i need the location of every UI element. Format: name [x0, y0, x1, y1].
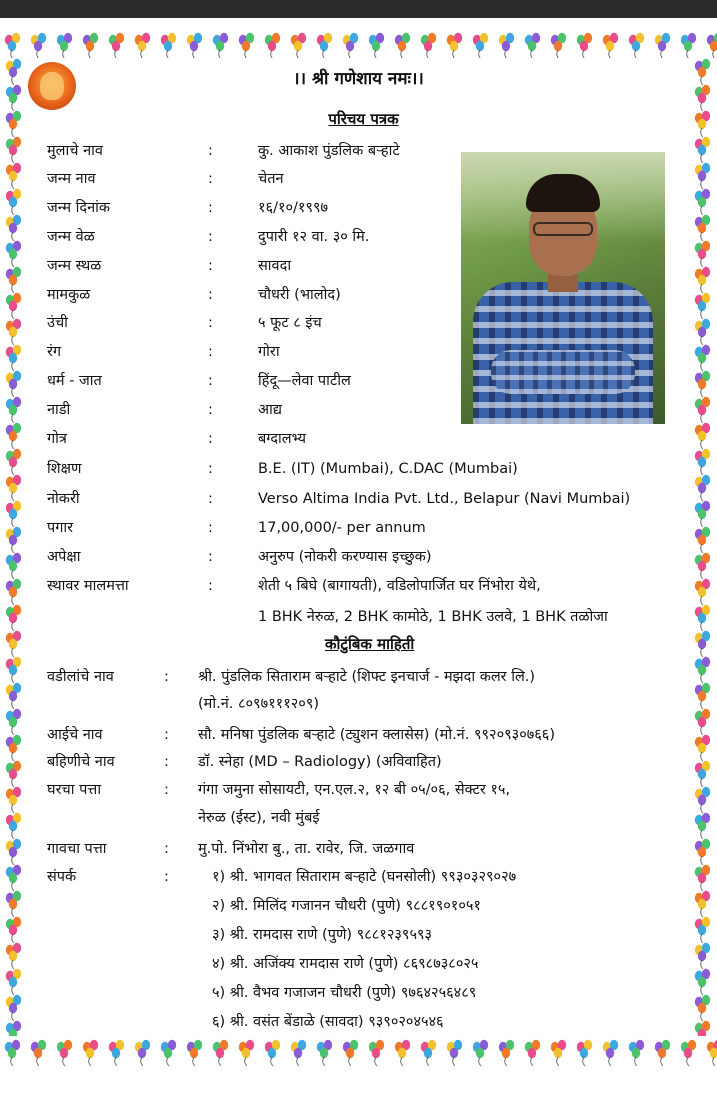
- balloon-bunch-icon: [655, 33, 670, 58]
- balloon-bunch-icon: [369, 1040, 384, 1066]
- balloon-bunch-icon: [695, 683, 710, 709]
- balloon-bunch-icon: [695, 423, 710, 449]
- detail-label: जन्म नाव: [47, 171, 96, 187]
- balloon-bunch-icon: [6, 735, 21, 761]
- balloon-bunch-icon: [473, 1040, 488, 1066]
- detail-value: चेतन: [258, 171, 284, 187]
- detail-value: दुपारी १२ वा. ३० मि.: [258, 229, 370, 245]
- balloon-bunch-icon: [695, 709, 710, 735]
- balloon-bunch-icon: [135, 33, 150, 58]
- balloon-bunch-icon: [6, 761, 21, 787]
- page-title: [0, 109, 717, 129]
- balloon-bunch-icon: [695, 761, 710, 787]
- detail-label: उंची: [47, 315, 68, 331]
- balloon-bunch-icon: [6, 709, 21, 735]
- balloon-bunch-icon: [265, 33, 280, 58]
- detail-label: धर्म - जात: [47, 373, 102, 389]
- mother-label: आईचे नाव: [47, 727, 103, 743]
- balloon-bunch-icon: [695, 553, 710, 579]
- balloon-border-top: [0, 30, 717, 58]
- property-value-line2: 1 BHK नेरुळ, 2 BHK कामोठे, 1 BHK उलवे, 1 BHK तळोजा: [258, 609, 608, 625]
- balloon-bunch-icon: [6, 891, 21, 917]
- detail-value: शेती ५ बिघे (बागायती), वडिलोपार्जित घर निंभोरा येथे,: [258, 578, 541, 594]
- balloon-bunch-icon: [6, 293, 21, 319]
- detail-value: गोरा: [258, 344, 280, 360]
- detail-label: मुलाचे नाव: [47, 143, 103, 159]
- detail-value: बग्दालभ्य: [258, 431, 307, 447]
- balloon-bunch-icon: [6, 527, 21, 553]
- balloon-bunch-icon: [695, 241, 710, 267]
- balloon-bunch-icon: [695, 475, 710, 501]
- balloon-bunch-icon: [6, 995, 21, 1021]
- colon: :: [208, 578, 213, 594]
- colon: :: [208, 200, 213, 216]
- balloon-bunch-icon: [681, 33, 696, 58]
- sister-value: डॉ. स्नेहा (MD – Radiology) (अविवाहित): [198, 754, 442, 770]
- page-title-text: परिचय पत्रक: [328, 110, 399, 128]
- detail-value: हिंदू—लेवा पाटील: [258, 373, 351, 389]
- colon: :: [208, 229, 213, 245]
- detail-label: अपेक्षा: [47, 549, 81, 565]
- balloon-bunch-icon: [447, 1040, 462, 1066]
- balloon-bunch-icon: [695, 631, 710, 657]
- balloon-bunch-icon: [343, 33, 358, 58]
- detail-label: जन्म स्थळ: [47, 258, 102, 274]
- balloon-bunch-icon: [695, 657, 710, 683]
- mother-value: सौ. मनिषा पुंडलिक बऱ्हाटे (ट्युशन क्लासेस) (मो.नं. ९९२०९३०७६६): [198, 727, 556, 743]
- detail-value: कु. आकाश पुंडलिक बऱ्हाटे: [258, 143, 400, 159]
- contact-item-text: ५) श्री. वैभव गजाजन चौधरी (पुणे) ९७६४२५६४८९: [212, 985, 477, 1001]
- balloon-bunch-icon: [6, 839, 21, 865]
- balloon-bunch-icon: [6, 501, 21, 527]
- balloon-bunch-icon: [57, 1040, 72, 1066]
- balloon-bunch-icon: [6, 865, 21, 891]
- balloon-bunch-icon: [239, 33, 254, 58]
- balloon-bunch-icon: [695, 605, 710, 631]
- balloon-bunch-icon: [6, 345, 21, 371]
- detail-label: रंग: [47, 344, 62, 360]
- family-section-title-text: कौटुंबिक माहिती: [325, 635, 415, 653]
- balloon-bunch-icon: [695, 787, 710, 813]
- detail-value: सावदा: [258, 258, 292, 274]
- contact-item-text: ४) श्री. अजिंक्य रामदास राणे (पुणे) ८६९८७३८०२५: [212, 956, 479, 972]
- balloon-bunch-icon: [695, 449, 710, 475]
- balloon-bunch-icon: [135, 1040, 150, 1066]
- balloon-bunch-icon: [695, 501, 710, 527]
- balloon-border-bottom: [0, 1036, 717, 1066]
- detail-label: पगार: [47, 520, 74, 536]
- balloon-bunch-icon: [6, 319, 21, 345]
- balloon-bunch-icon: [695, 995, 710, 1021]
- balloon-bunch-icon: [6, 657, 21, 683]
- detail-value: चौधरी (भालोद): [258, 287, 341, 303]
- sister-label: बहिणीचे नाव: [47, 754, 115, 770]
- balloon-bunch-icon: [525, 1040, 540, 1066]
- balloon-bunch-icon: [6, 267, 21, 293]
- top-status-bar: [0, 0, 717, 18]
- detail-value: 17,00,000/- per annum: [258, 520, 426, 536]
- detail-value: Verso Altima India Pvt. Ltd., Belapur (Navi Mumbai): [258, 491, 631, 507]
- colon: :: [208, 258, 213, 274]
- detail-label: मामकुळ: [47, 287, 91, 303]
- colon: :: [208, 491, 213, 507]
- contact-item-text: १) श्री. भागवत सिताराम बऱ्हाटे (घनसोली) ९९३०३२९०२७: [212, 869, 517, 885]
- balloon-bunch-icon: [317, 1040, 332, 1066]
- balloon-bunch-icon: [109, 1040, 124, 1066]
- detail-label: नाडी: [47, 402, 71, 418]
- balloon-bunch-icon: [343, 1040, 358, 1066]
- colon: :: [164, 669, 169, 685]
- colon: :: [208, 549, 213, 565]
- balloon-bunch-icon: [83, 33, 98, 58]
- father-phone: (मो.नं. ८०९७१११२०९): [198, 696, 320, 712]
- balloon-bunch-icon: [291, 1040, 306, 1066]
- balloon-bunch-icon: [6, 423, 21, 449]
- balloon-bunch-icon: [629, 1040, 644, 1066]
- balloon-bunch-icon: [161, 33, 176, 58]
- detail-value: आद्य: [258, 402, 282, 418]
- balloon-bunch-icon: [6, 241, 21, 267]
- detail-value: ५ फूट ८ इंच: [258, 315, 322, 331]
- balloon-bunch-icon: [6, 137, 21, 163]
- balloon-bunch-icon: [187, 1040, 202, 1066]
- colon: :: [164, 841, 169, 857]
- invocation-heading: ।। श्री गणेशाय नमः।।: [293, 69, 424, 89]
- balloon-bunch-icon: [6, 683, 21, 709]
- colon: :: [164, 727, 169, 743]
- balloon-bunch-icon: [551, 33, 566, 58]
- balloon-bunch-icon: [187, 33, 202, 58]
- father-value: श्री. पुंडलिक सिताराम बऱ्हाटे (शिफ्ट इनचार्ज - मझदा कलर लि.): [198, 669, 536, 685]
- balloon-bunch-icon: [291, 33, 306, 58]
- colon: :: [208, 373, 213, 389]
- balloon-bunch-icon: [681, 1040, 696, 1066]
- colon: :: [164, 782, 169, 798]
- balloon-bunch-icon: [525, 33, 540, 58]
- detail-value: B.E. (IT) (Mumbai), C.DAC (Mumbai): [258, 461, 518, 477]
- balloon-bunch-icon: [6, 787, 21, 813]
- balloon-bunch-icon: [695, 943, 710, 969]
- balloon-bunch-icon: [655, 1040, 670, 1066]
- balloon-bunch-icon: [5, 33, 20, 58]
- balloon-bunch-icon: [695, 579, 710, 605]
- balloon-bunch-icon: [239, 1040, 254, 1066]
- balloon-bunch-icon: [31, 1040, 46, 1066]
- balloon-bunch-icon: [603, 1040, 618, 1066]
- balloon-bunch-icon: [6, 397, 21, 423]
- balloon-bunch-icon: [6, 605, 21, 631]
- balloon-bunch-icon: [6, 215, 21, 241]
- balloon-bunch-icon: [695, 813, 710, 839]
- contact-item-text: २) श्री. मिलिंद गजानन चौधरी (पुणे) ९८८१९०१०५१: [212, 898, 481, 914]
- balloon-bunch-icon: [421, 1040, 436, 1066]
- detail-label: नोकरी: [47, 491, 80, 507]
- balloon-bunch-icon: [603, 33, 618, 58]
- balloon-bunch-icon: [695, 891, 710, 917]
- balloon-bunch-icon: [31, 33, 46, 58]
- balloon-bunch-icon: [6, 943, 21, 969]
- balloon-bunch-icon: [6, 553, 21, 579]
- balloon-bunch-icon: [421, 33, 436, 58]
- colon: :: [208, 287, 213, 303]
- balloon-bunch-icon: [695, 137, 710, 163]
- detail-label: जन्म वेळ: [47, 229, 95, 245]
- balloon-bunch-icon: [213, 1040, 228, 1066]
- balloon-bunch-icon: [6, 475, 21, 501]
- colon: :: [208, 315, 213, 331]
- detail-label: जन्म दिनांक: [47, 200, 111, 216]
- balloon-bunch-icon: [695, 345, 710, 371]
- balloon-bunch-icon: [6, 1021, 21, 1036]
- bottom-whitespace: [0, 1066, 717, 1100]
- balloon-bunch-icon: [695, 917, 710, 943]
- colon: :: [164, 869, 169, 885]
- balloon-bunch-icon: [213, 33, 228, 58]
- balloon-bunch-icon: [695, 267, 710, 293]
- balloon-bunch-icon: [109, 33, 124, 58]
- detail-label: स्थावर मालमत्ता: [47, 578, 129, 594]
- colon: :: [208, 344, 213, 360]
- balloon-bunch-icon: [161, 1040, 176, 1066]
- balloon-bunch-icon: [695, 527, 710, 553]
- colon: :: [164, 754, 169, 770]
- balloon-bunch-icon: [5, 1040, 20, 1066]
- balloon-bunch-icon: [6, 579, 21, 605]
- balloon-bunch-icon: [695, 371, 710, 397]
- balloon-bunch-icon: [695, 735, 710, 761]
- balloon-border-left: [0, 58, 28, 1036]
- balloon-bunch-icon: [6, 189, 21, 215]
- profile-photo: [461, 152, 665, 424]
- father-label: वडीलांचे नाव: [47, 669, 114, 685]
- detail-value: १६/१०/१९९७: [258, 200, 329, 216]
- balloon-bunch-icon: [695, 969, 710, 995]
- address-value: गंगा जमुना सोसायटी, एन.एल.२, १२ बी ०५/०६, सेक्टर १५,: [198, 782, 511, 798]
- balloon-bunch-icon: [473, 33, 488, 58]
- balloon-bunch-icon: [6, 969, 21, 995]
- balloon-bunch-icon: [629, 33, 644, 58]
- balloon-bunch-icon: [551, 1040, 566, 1066]
- colon: :: [208, 171, 213, 187]
- balloon-bunch-icon: [395, 1040, 410, 1066]
- balloon-bunch-icon: [499, 33, 514, 58]
- balloon-bunch-icon: [707, 33, 717, 58]
- address-label: घरचा पत्ता: [47, 782, 102, 798]
- balloon-bunch-icon: [6, 163, 21, 189]
- balloon-bunch-icon: [369, 33, 384, 58]
- balloon-bunch-icon: [695, 839, 710, 865]
- balloon-bunch-icon: [695, 865, 710, 891]
- address-value-line2: नेरुळ (ईस्ट), नवी मुंबई: [198, 810, 320, 826]
- detail-label: शिक्षण: [47, 461, 82, 477]
- balloon-bunch-icon: [6, 631, 21, 657]
- balloon-bunch-icon: [265, 1040, 280, 1066]
- balloon-bunch-icon: [695, 1021, 710, 1036]
- detail-label: गोत्र: [47, 431, 67, 447]
- balloon-bunch-icon: [395, 33, 410, 58]
- balloon-bunch-icon: [499, 1040, 514, 1066]
- balloon-bunch-icon: [6, 813, 21, 839]
- balloon-bunch-icon: [707, 1040, 717, 1066]
- balloon-bunch-icon: [6, 371, 21, 397]
- contact-label: संपर्क: [47, 869, 77, 885]
- balloon-bunch-icon: [577, 1040, 592, 1066]
- balloon-bunch-icon: [695, 293, 710, 319]
- balloon-bunch-icon: [695, 319, 710, 345]
- colon: :: [208, 431, 213, 447]
- balloon-bunch-icon: [695, 397, 710, 423]
- colon: :: [208, 143, 213, 159]
- colon: :: [208, 520, 213, 536]
- balloon-bunch-icon: [695, 163, 710, 189]
- balloon-bunch-icon: [695, 189, 710, 215]
- balloon-bunch-icon: [57, 33, 72, 58]
- balloon-bunch-icon: [6, 917, 21, 943]
- colon: :: [208, 402, 213, 418]
- family-section-title: [325, 634, 414, 654]
- contact-item-text: ३) श्री. रामदास राणे (पुणे) ९८८१२३९५९३: [212, 927, 433, 943]
- balloon-border-right: [690, 58, 717, 1036]
- village-label: गावचा पत्ता: [47, 841, 107, 857]
- contact-item-text: ६) श्री. वसंत बेंडाळे (सावदा) ९३९०२०४५४६: [212, 1014, 444, 1030]
- detail-value: अनुरुप (नोकरी करण्यास इच्छुक): [258, 549, 432, 565]
- village-value: मु.पो. निंभोरा बु., ता. रावेर, जि. जळगाव: [198, 841, 415, 857]
- balloon-bunch-icon: [83, 1040, 98, 1066]
- colon: :: [208, 461, 213, 477]
- balloon-bunch-icon: [577, 33, 592, 58]
- balloon-bunch-icon: [695, 215, 710, 241]
- balloon-bunch-icon: [6, 449, 21, 475]
- balloon-bunch-icon: [447, 33, 462, 58]
- balloon-bunch-icon: [317, 33, 332, 58]
